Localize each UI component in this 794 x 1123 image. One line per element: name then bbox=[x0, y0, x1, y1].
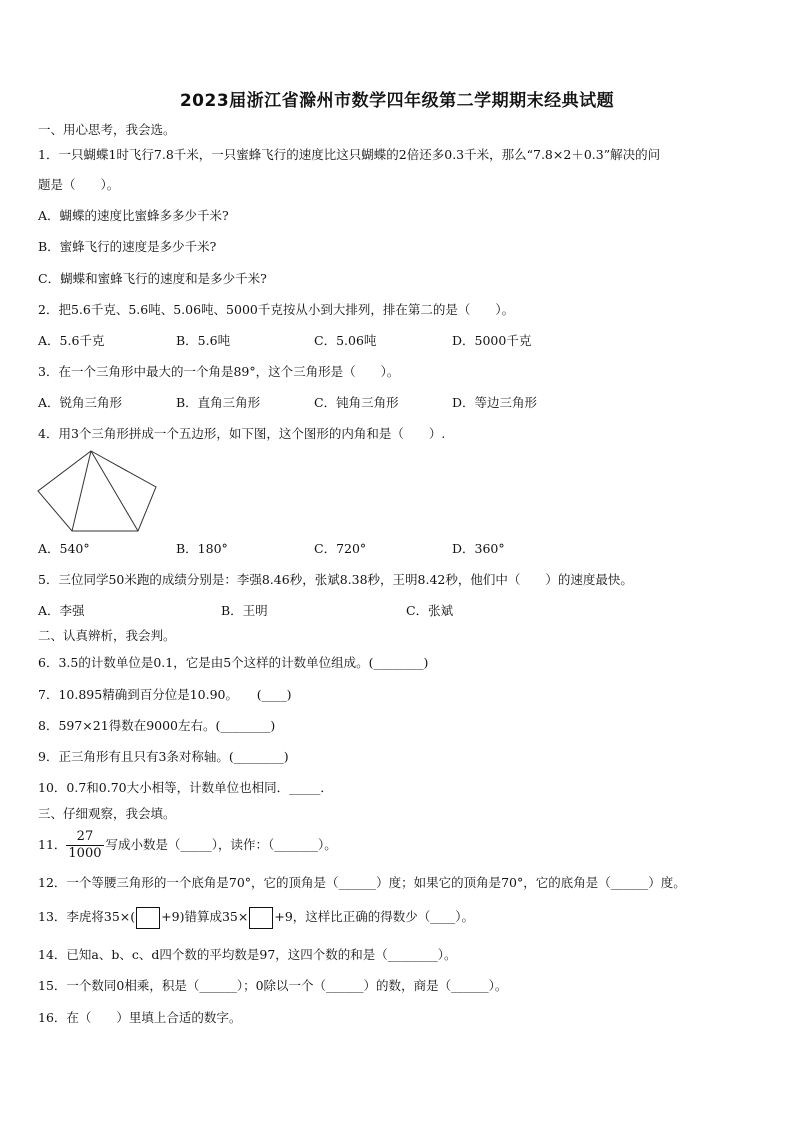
page-title: 2023届浙江省滁州市数学四年级第二学期期末经典试题 bbox=[179, 91, 615, 111]
question-4-option-d: D．360° bbox=[452, 541, 505, 556]
section-heading-1: 一、用心思考，我会选。 bbox=[38, 122, 176, 137]
question-14: 14．已知a、b、c、d四个数的平均数是97，这四个数的和是（________）。 bbox=[38, 947, 457, 962]
fraction bbox=[66, 829, 103, 862]
question-2-option-d: D．5000千克 bbox=[452, 333, 532, 348]
question-5-stem: 5．三位同学50米跑的成绩分别是：李强8.46秒，张斌8.38秒，王明8.42秒，他们中（ ）的速度最快。 bbox=[38, 572, 633, 587]
question-11-number: 11． bbox=[38, 837, 67, 852]
question-4-stem: 4．用3个三角形拼成一个五边形，如下图，这个图形的内角和是（ ）. bbox=[38, 426, 446, 441]
fraction-numerator: 27 bbox=[66, 829, 103, 846]
question-9: 9．正三角形有且只有3条对称轴。(________) bbox=[38, 749, 289, 764]
question-13-part-3: +9，这样比正确的得数少（____）。 bbox=[274, 909, 475, 924]
fraction-denominator: 1000 bbox=[68, 846, 102, 861]
question-1-option-c: C．蝴蝶和蜜蜂飞行的速度和是多少千米? bbox=[38, 271, 267, 286]
question-2-option-b: B．5.6吨 bbox=[176, 333, 231, 348]
question-3-option-b: B．直角三角形 bbox=[176, 395, 261, 410]
question-10: 10．0.7和0.70大小相等，计数单位也相同．_____． bbox=[38, 780, 333, 795]
question-16: 16．在（ ）里填上合适的数字。 bbox=[38, 1010, 242, 1025]
question-1-option-a: A．蝴蝶的速度比蜜蜂多多少千米? bbox=[38, 208, 229, 223]
section-heading-2: 二、认真辨析，我会判。 bbox=[38, 628, 176, 643]
question-3-option-d: D．等边三角形 bbox=[452, 395, 538, 410]
question-12: 12．一个等腰三角形的一个底角是70°，它的顶角是（______）度；如果它的顶角是70°，它的底角是（______）度。 bbox=[38, 875, 686, 890]
question-7: 7．10.895精确到百分位是10.90。 (____) bbox=[38, 687, 292, 702]
question-4-option-c: C．720° bbox=[314, 541, 367, 556]
question-13-part-2: +9)错算成35× bbox=[161, 909, 249, 924]
question-6: 6．3.5的计数单位是0.1，它是由5个这样的计数单位组成。(________) bbox=[38, 655, 429, 670]
question-3-option-a: A．锐角三角形 bbox=[38, 395, 123, 410]
question-5-option-b: B．王明 bbox=[221, 603, 268, 618]
question-1-line-1: 1．一只蝴蝶1时飞行7.8千米，一只蜜蜂飞行的速度比这只蝴蝶的2倍还多0.3千米，那么“7.8×2＋0.3”解决的问 bbox=[38, 147, 661, 162]
question-2-option-c: C．5.06吨 bbox=[314, 333, 377, 348]
diagonal-line-2 bbox=[91, 451, 138, 531]
question-11 bbox=[38, 828, 337, 862]
question-5-option-c: C．张斌 bbox=[406, 603, 454, 618]
question-11-text: 写成小数是（_____），读作：（_______）。 bbox=[105, 837, 337, 852]
question-4-option-b: B．180° bbox=[176, 541, 228, 556]
question-1-line-2: 题是（ ）。 bbox=[38, 177, 120, 192]
pentagon-figure bbox=[36, 449, 160, 535]
answer-box-2[interactable] bbox=[249, 907, 273, 929]
question-3-option-c: C．钝角三角形 bbox=[314, 395, 399, 410]
pentagon-outline bbox=[38, 451, 156, 531]
question-3-stem: 3．在一个三角形中最大的一个角是89°，这个三角形是（ ）。 bbox=[38, 364, 400, 379]
section-heading-3: 三、仔细观察，我会填。 bbox=[38, 806, 176, 821]
question-13 bbox=[38, 904, 474, 930]
question-5-option-a: A．李强 bbox=[38, 603, 85, 618]
question-8: 8．597×21得数在9000左右。(________) bbox=[38, 718, 276, 733]
question-2-option-a: A．5.6千克 bbox=[38, 333, 105, 348]
answer-box-1[interactable] bbox=[136, 907, 160, 929]
question-13-part-1: 13．李虎将35×( bbox=[38, 909, 136, 924]
question-15: 15．一个数同0相乘，积是（______）；0除以一个（______）的数，商是（______）。 bbox=[38, 978, 508, 993]
question-1-option-b: B．蜜蜂飞行的速度是多少千米? bbox=[38, 239, 217, 254]
question-2-stem: 2．把5.6千克、5.6吨、5.06吨、5000千克按从小到大排列，排在第二的是（ ）。 bbox=[38, 302, 515, 317]
question-4-option-a: A．540° bbox=[38, 541, 90, 556]
